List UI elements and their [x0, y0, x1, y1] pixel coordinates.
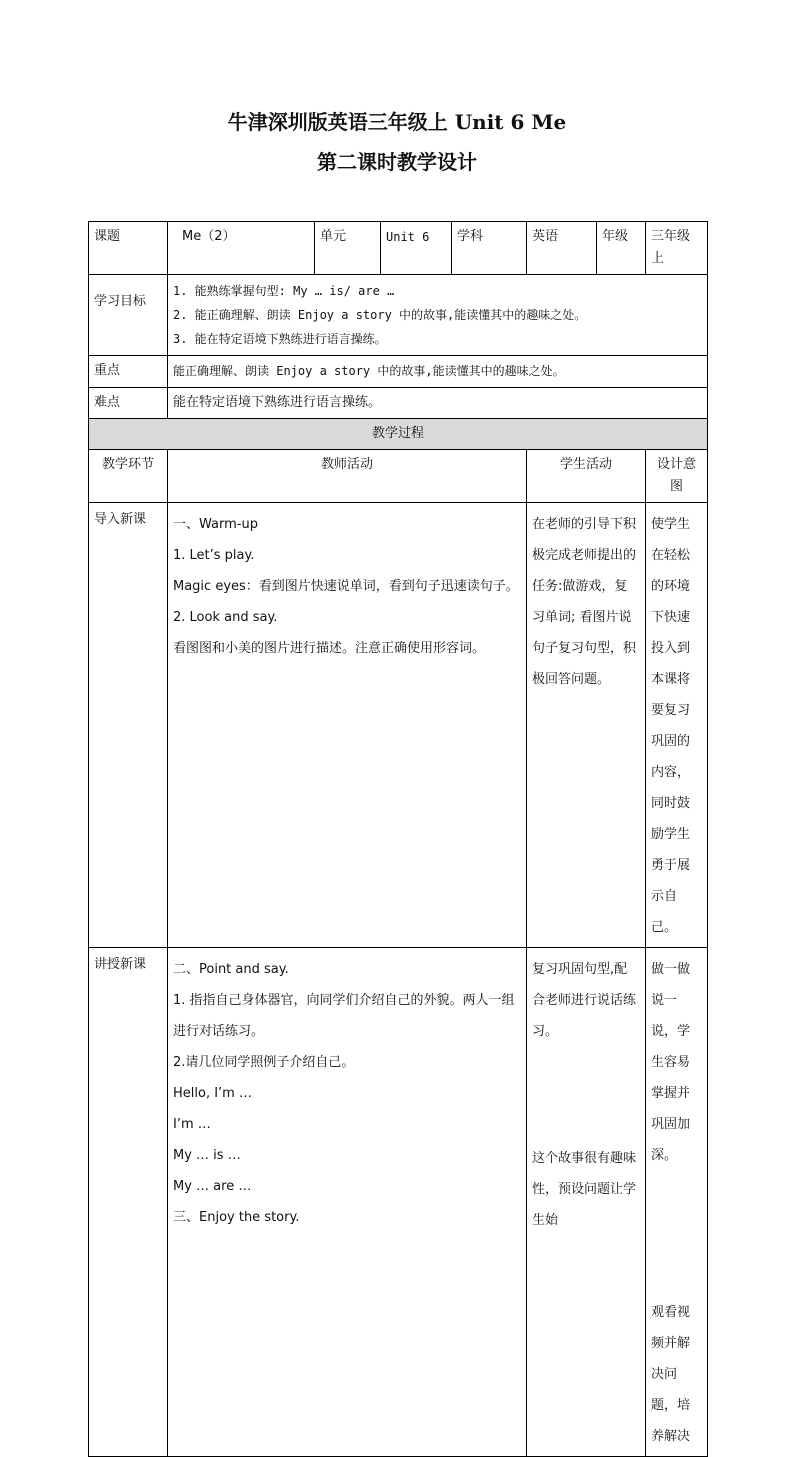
table-row	[89, 948, 708, 1457]
process-header-row	[89, 419, 708, 450]
goals-label: 学习目标	[89, 275, 168, 356]
teacher-line: Hello, I’m …	[173, 1086, 252, 1101]
teacher-line: Magic eyes：看到图片快速说单词，看到句子迅速读句子。	[173, 579, 519, 594]
design-intent-cell	[646, 948, 708, 1457]
student-text: 在老师的引导下积极完成老师提出的任务:做游戏，复习单词; 看图片说句子复习句型，积极回答问题。	[532, 517, 637, 687]
intent-text: 使学生在轻松的环境下快速投入到本课将要复习巩固的内容，同时鼓励学生勇于展示自己。	[651, 517, 691, 935]
goal-item: 2. 能正确理解、朗读 Enjoy a story 中的故事,能读懂其中的趣味之处。	[173, 308, 587, 322]
xueke-value: 英语	[527, 222, 597, 275]
keti-label: 课题	[89, 222, 168, 275]
student-activity-cell	[527, 948, 646, 1457]
process-header: 教学过程	[89, 419, 708, 450]
teacher-line: My … are …	[173, 1179, 252, 1194]
key-point-row	[89, 356, 708, 388]
teacher-line: 看图图和小美的图片进行描述。注意正确使用形容词。	[173, 641, 486, 656]
teacher-activity-cell	[168, 948, 527, 1457]
danyuan-label: 单元	[315, 222, 381, 275]
teacher-line: 1. 指指自己身体器官，向同学们介绍自己的外貌。两人一组进行对话练习。	[173, 993, 515, 1039]
column-header: 教师活动	[168, 450, 527, 503]
key-point-label: 重点	[89, 356, 168, 388]
column-header: 设计意图	[646, 450, 708, 503]
teacher-line: 2.请几位同学照例子介绍自己。	[173, 1055, 355, 1070]
student-text: 这个故事很有趣味性，预设问题让学生始	[532, 1151, 637, 1228]
teacher-line: My … is …	[173, 1148, 241, 1163]
teacher-line: 一、Warm-up	[173, 517, 258, 532]
goal-item: 3. 能在特定语境下熟练进行语言操练。	[173, 332, 387, 346]
column-header-row	[89, 450, 708, 503]
design-intent-cell	[646, 503, 708, 948]
teacher-line: 三、Enjoy the story.	[173, 1210, 300, 1225]
keti-value: Me（2）	[168, 222, 315, 275]
danyuan-value: Unit 6	[381, 222, 452, 275]
goals-row	[89, 275, 708, 356]
teacher-activity-cell	[168, 503, 527, 948]
teacher-line: 二、Point and say.	[173, 962, 289, 977]
teacher-line: 1. Let’s play.	[173, 548, 255, 563]
teacher-line: I’m …	[173, 1117, 211, 1132]
table-row	[89, 503, 708, 948]
nianji-value: 三年级上	[646, 222, 708, 275]
stage-cell: 讲授新课	[89, 948, 168, 1457]
column-header: 教学环节	[89, 450, 168, 503]
goal-item: 1. 能熟练掌握句型: My … is/ are …	[173, 284, 395, 298]
key-point-text: 能正确理解、朗读 Enjoy a story 中的故事,能读懂其中的趣味之处。	[168, 356, 708, 388]
document-subtitle: 第二课时教学设计	[317, 150, 477, 174]
stage-cell: 导入新课	[89, 503, 168, 948]
column-header: 学生活动	[527, 450, 646, 503]
document-title: 牛津深圳版英语三年级上 Unit 6 Me	[227, 110, 567, 134]
student-text: 复习巩固句型,配合老师进行说话练习。	[532, 962, 637, 1039]
goals-list	[168, 275, 708, 356]
difficulty-row	[89, 388, 708, 419]
difficulty-text: 能在特定语境下熟练进行语言操练。	[168, 388, 708, 419]
teacher-line: 2. Look and say.	[173, 610, 278, 625]
intent-text: 观看视频并解决问题，培养解决	[651, 1305, 691, 1444]
intent-text: 做一做说一说，学生容易掌握并巩固加深。	[651, 962, 691, 1163]
difficulty-label: 难点	[89, 388, 168, 419]
xueke-label: 学科	[452, 222, 527, 275]
header-row	[89, 222, 708, 275]
nianji-label: 年级	[597, 222, 646, 275]
student-activity-cell	[527, 503, 646, 948]
lesson-plan-table	[88, 221, 708, 1457]
